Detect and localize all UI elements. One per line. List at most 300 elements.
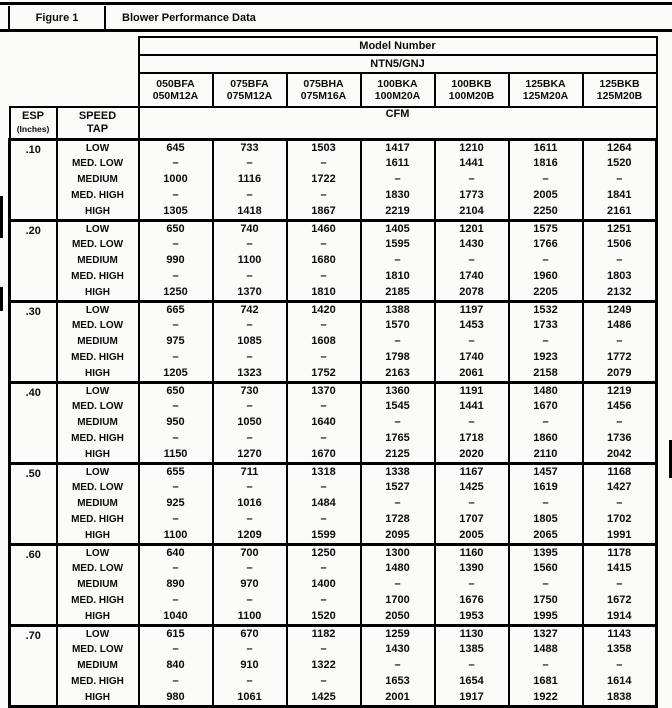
speed-tap-row xyxy=(10,561,657,577)
cfm-value: – xyxy=(139,399,213,415)
cfm-value: 1270 xyxy=(213,447,287,464)
cfm-value: – xyxy=(583,415,657,431)
cfm-value: 1405 xyxy=(361,220,435,237)
table-blank-corner xyxy=(10,73,139,107)
cfm-value: 1798 xyxy=(361,350,435,366)
speed-tap-row xyxy=(10,480,657,496)
cfm-value: 1532 xyxy=(509,301,583,318)
speed-tap-row xyxy=(10,593,657,609)
model-column-header-6 xyxy=(509,73,583,107)
cfm-value: 1323 xyxy=(213,366,287,383)
cfm-value: 1700 xyxy=(361,593,435,609)
cfm-value: – xyxy=(509,334,583,350)
cfm-value: 2161 xyxy=(583,204,657,221)
esp-header-units: (Inches) xyxy=(16,123,50,134)
model-column-header-5 xyxy=(435,73,509,107)
cfm-value: – xyxy=(213,156,287,172)
cfm-value: 1599 xyxy=(287,528,361,545)
cfm-value: 730 xyxy=(213,382,287,399)
speed-tap-label: MEDIUM xyxy=(57,415,139,431)
speed-tap-row xyxy=(10,156,657,172)
model-number-header: Model Number xyxy=(139,37,657,55)
cfm-value: 1167 xyxy=(435,463,509,480)
cfm-value: 1050 xyxy=(213,415,287,431)
cfm-value: – xyxy=(287,350,361,366)
cfm-value: – xyxy=(213,318,287,334)
cfm-value: 2110 xyxy=(509,447,583,464)
model-name-bottom: 125M20A xyxy=(522,90,569,102)
speed-tap-row xyxy=(10,431,657,447)
cfm-value: 1209 xyxy=(213,528,287,545)
cfm-value: 665 xyxy=(139,301,213,318)
cfm-value: – xyxy=(287,480,361,496)
model-column-header-3 xyxy=(287,73,361,107)
cfm-value: – xyxy=(287,642,361,658)
cfm-value: 2065 xyxy=(509,528,583,545)
cfm-value: 670 xyxy=(213,625,287,642)
cfm-value: – xyxy=(213,674,287,690)
speed-tap-label: MED. LOW xyxy=(57,318,139,334)
cfm-value: 1417 xyxy=(361,139,435,156)
cfm-value: 1640 xyxy=(287,415,361,431)
cfm-value: 1570 xyxy=(361,318,435,334)
table-blank-corner xyxy=(10,37,139,55)
cfm-value: 2005 xyxy=(509,188,583,204)
cfm-value: – xyxy=(213,431,287,447)
cfm-value: 1460 xyxy=(287,220,361,237)
cfm-value: 1150 xyxy=(139,447,213,464)
model-column-header-4 xyxy=(361,73,435,107)
cfm-value: 1425 xyxy=(435,480,509,496)
cfm-value: 1250 xyxy=(139,285,213,302)
table-blank-corner xyxy=(10,55,139,73)
cfm-value: 1201 xyxy=(435,220,509,237)
cfm-value: 1917 xyxy=(435,690,509,707)
speed-tap-label: HIGH xyxy=(57,447,139,464)
cfm-value: 1259 xyxy=(361,625,435,642)
cfm-value: 840 xyxy=(139,658,213,674)
model-name-top: 050BFA xyxy=(156,77,195,90)
esp-block xyxy=(10,463,657,544)
speed-tap-label: HIGH xyxy=(57,204,139,221)
cfm-value: 1191 xyxy=(435,382,509,399)
speed-tap-label: MED. HIGH xyxy=(57,269,139,285)
cfm-value: 1736 xyxy=(583,431,657,447)
column-header-row xyxy=(10,107,657,139)
figure-row-rule xyxy=(0,29,672,32)
model-name-bottom: 125M20B xyxy=(596,90,643,102)
cfm-value: 1670 xyxy=(287,447,361,464)
blower-performance-table xyxy=(8,36,658,708)
scan-artifact xyxy=(0,196,3,238)
cfm-value: – xyxy=(139,431,213,447)
cfm-value: – xyxy=(139,350,213,366)
cfm-value: 890 xyxy=(139,577,213,593)
cfm-value: 1085 xyxy=(213,334,287,350)
cfm-value: – xyxy=(213,512,287,528)
speed-tap-label: MED. HIGH xyxy=(57,188,139,204)
speed-tap-label: MED. LOW xyxy=(57,642,139,658)
cfm-value: 970 xyxy=(213,577,287,593)
cfm-value: – xyxy=(435,415,509,431)
cfm-value: 1457 xyxy=(509,463,583,480)
cfm-value: 1219 xyxy=(583,382,657,399)
model-name-top: 075BFA xyxy=(230,77,269,90)
cfm-value: 1425 xyxy=(287,690,361,707)
speed-tap-row xyxy=(10,382,657,399)
cfm-value: 700 xyxy=(213,544,287,561)
cfm-value: 1702 xyxy=(583,512,657,528)
cfm-value: – xyxy=(213,399,287,415)
cfm-value: 1160 xyxy=(435,544,509,561)
esp-value: .60 xyxy=(10,544,57,625)
esp-block xyxy=(10,544,657,625)
speed-tap-column-header xyxy=(57,107,139,139)
cfm-value: 1388 xyxy=(361,301,435,318)
speed-tap-row xyxy=(10,577,657,593)
cfm-value: 2125 xyxy=(361,447,435,464)
speed-tap-label: LOW xyxy=(57,301,139,318)
esp-block xyxy=(10,625,657,706)
speed-tap-header-bottom: TAP xyxy=(86,122,109,135)
cfm-value: 1000 xyxy=(139,172,213,188)
cfm-value: – xyxy=(287,188,361,204)
cfm-value: 1430 xyxy=(361,642,435,658)
cfm-value: – xyxy=(435,658,509,674)
cfm-value: – xyxy=(213,188,287,204)
speed-tap-row xyxy=(10,463,657,480)
cfm-value: 1143 xyxy=(583,625,657,642)
speed-tap-label: MEDIUM xyxy=(57,658,139,674)
esp-block xyxy=(10,139,657,220)
cfm-value: – xyxy=(139,237,213,253)
cfm-value: 1740 xyxy=(435,269,509,285)
cfm-value: 1740 xyxy=(435,350,509,366)
speed-tap-label: HIGH xyxy=(57,285,139,302)
speed-tap-label: LOW xyxy=(57,220,139,237)
cfm-value: 1420 xyxy=(287,301,361,318)
cfm-value: 1810 xyxy=(361,269,435,285)
esp-header-label: ESP xyxy=(21,110,44,123)
cfm-value: – xyxy=(583,577,657,593)
speed-tap-label: HIGH xyxy=(57,528,139,545)
speed-tap-label: LOW xyxy=(57,625,139,642)
cfm-value: 2158 xyxy=(509,366,583,383)
cfm-value: – xyxy=(583,253,657,269)
cfm-value: 1803 xyxy=(583,269,657,285)
cfm-value: 1816 xyxy=(509,156,583,172)
cfm-value: 1486 xyxy=(583,318,657,334)
cfm-value: 2078 xyxy=(435,285,509,302)
speed-tap-label: MEDIUM xyxy=(57,334,139,350)
series-header: NTN5/GNJ xyxy=(139,55,657,73)
speed-tap-label: MED. HIGH xyxy=(57,674,139,690)
cfm-value: 1619 xyxy=(509,480,583,496)
speed-tap-row xyxy=(10,690,657,707)
scan-artifact xyxy=(0,287,3,311)
cfm-value: 1733 xyxy=(509,318,583,334)
figure-number-label: Figure 1 xyxy=(10,6,106,29)
cfm-value: – xyxy=(287,318,361,334)
esp-value: .70 xyxy=(10,625,57,706)
cfm-value: 1061 xyxy=(213,690,287,707)
cfm-value: 1914 xyxy=(583,609,657,626)
cfm-value: 1995 xyxy=(509,609,583,626)
cfm-value: 1430 xyxy=(435,237,509,253)
speed-tap-row xyxy=(10,269,657,285)
cfm-value: 1418 xyxy=(213,204,287,221)
speed-tap-label: MED. HIGH xyxy=(57,512,139,528)
cfm-value: – xyxy=(139,593,213,609)
speed-tap-label: MED. LOW xyxy=(57,399,139,415)
cfm-value: 1653 xyxy=(361,674,435,690)
cfm-value: 1484 xyxy=(287,496,361,512)
esp-block xyxy=(10,301,657,382)
cfm-value: 1766 xyxy=(509,237,583,253)
cfm-value: – xyxy=(139,561,213,577)
cfm-value: – xyxy=(287,674,361,690)
cfm-value: – xyxy=(139,480,213,496)
cfm-value: – xyxy=(583,172,657,188)
cfm-value: – xyxy=(583,496,657,512)
cfm-value: – xyxy=(139,156,213,172)
cfm-value: 1016 xyxy=(213,496,287,512)
cfm-value: 1182 xyxy=(287,625,361,642)
cfm-value: 645 xyxy=(139,139,213,156)
cfm-value: 1197 xyxy=(435,301,509,318)
speed-tap-label: MED. LOW xyxy=(57,237,139,253)
cfm-value: 640 xyxy=(139,544,213,561)
cfm-value: 1953 xyxy=(435,609,509,626)
speed-tap-row xyxy=(10,674,657,690)
esp-value: .50 xyxy=(10,463,57,544)
cfm-value: 1400 xyxy=(287,577,361,593)
cfm-value: 1923 xyxy=(509,350,583,366)
esp-value: .20 xyxy=(10,220,57,301)
cfm-value: 1480 xyxy=(509,382,583,399)
speed-tap-row xyxy=(10,334,657,350)
cfm-value: – xyxy=(139,512,213,528)
cfm-value: – xyxy=(435,577,509,593)
speed-tap-label: MEDIUM xyxy=(57,253,139,269)
cfm-value: 1506 xyxy=(583,237,657,253)
cfm-value: 1441 xyxy=(435,399,509,415)
speed-tap-row xyxy=(10,172,657,188)
cfm-value: 2104 xyxy=(435,204,509,221)
cfm-value: 1830 xyxy=(361,188,435,204)
series-row xyxy=(10,55,657,73)
speed-tap-row xyxy=(10,642,657,658)
page-top-rule xyxy=(0,2,672,5)
cfm-value: 1327 xyxy=(509,625,583,642)
cfm-value: 2250 xyxy=(509,204,583,221)
cfm-value: 1752 xyxy=(287,366,361,383)
speed-tap-label: MEDIUM xyxy=(57,496,139,512)
cfm-value: 1168 xyxy=(583,463,657,480)
cfm-value: 1488 xyxy=(509,642,583,658)
cfm-value: 711 xyxy=(213,463,287,480)
cfm-value: – xyxy=(213,237,287,253)
model-name-bottom: 075M16A xyxy=(300,90,347,102)
cfm-value: 990 xyxy=(139,253,213,269)
speed-tap-label: HIGH xyxy=(57,690,139,707)
cfm-value: 1503 xyxy=(287,139,361,156)
figure-header xyxy=(8,6,666,29)
speed-tap-row xyxy=(10,366,657,383)
speed-tap-row xyxy=(10,204,657,221)
cfm-value: 1040 xyxy=(139,609,213,626)
cfm-value: 1453 xyxy=(435,318,509,334)
cfm-value: 1707 xyxy=(435,512,509,528)
speed-tap-label: HIGH xyxy=(57,609,139,626)
cfm-value: 2050 xyxy=(361,609,435,626)
cfm-value: 1415 xyxy=(583,561,657,577)
speed-tap-label: LOW xyxy=(57,544,139,561)
model-names-row xyxy=(10,73,657,107)
model-column-header-7 xyxy=(583,73,657,107)
cfm-value: 1611 xyxy=(361,156,435,172)
speed-tap-row xyxy=(10,318,657,334)
speed-tap-label: MED. LOW xyxy=(57,480,139,496)
cfm-value: – xyxy=(509,172,583,188)
cfm-value: 1305 xyxy=(139,204,213,221)
speed-tap-label: MEDIUM xyxy=(57,172,139,188)
speed-tap-row xyxy=(10,496,657,512)
cfm-value: – xyxy=(361,496,435,512)
cfm-value: 1722 xyxy=(287,172,361,188)
cfm-value: 1130 xyxy=(435,625,509,642)
cfm-value: 1370 xyxy=(213,285,287,302)
speed-tap-row xyxy=(10,399,657,415)
cfm-value: – xyxy=(213,480,287,496)
esp-block xyxy=(10,220,657,301)
cfm-value: 1991 xyxy=(583,528,657,545)
cfm-value: 1264 xyxy=(583,139,657,156)
cfm-value: 1608 xyxy=(287,334,361,350)
cfm-value: – xyxy=(287,593,361,609)
cfm-value: 2185 xyxy=(361,285,435,302)
model-name-bottom: 075M12A xyxy=(226,90,273,102)
cfm-value: 980 xyxy=(139,690,213,707)
speed-tap-row xyxy=(10,658,657,674)
speed-tap-label: LOW xyxy=(57,139,139,156)
cfm-value: – xyxy=(509,415,583,431)
cfm-value: 2001 xyxy=(361,690,435,707)
cfm-value: – xyxy=(213,561,287,577)
esp-value: .40 xyxy=(10,382,57,463)
cfm-value: – xyxy=(509,577,583,593)
cfm-value: 1370 xyxy=(287,382,361,399)
model-name-top: 100BKA xyxy=(377,77,418,90)
cfm-value: 1750 xyxy=(509,593,583,609)
speed-tap-row xyxy=(10,415,657,431)
cfm-value: – xyxy=(361,415,435,431)
cfm-value: 1676 xyxy=(435,593,509,609)
esp-value: .10 xyxy=(10,139,57,220)
cfm-value: – xyxy=(213,350,287,366)
model-column-header-2 xyxy=(213,73,287,107)
cfm-value: – xyxy=(139,188,213,204)
speed-tap-row xyxy=(10,237,657,253)
cfm-value: 2061 xyxy=(435,366,509,383)
cfm-value: 1805 xyxy=(509,512,583,528)
cfm-value: 1520 xyxy=(583,156,657,172)
cfm-header: CFM xyxy=(139,107,657,139)
model-name-top: 075BHA xyxy=(303,77,344,90)
cfm-value: 1765 xyxy=(361,431,435,447)
cfm-value: – xyxy=(509,496,583,512)
cfm-value: – xyxy=(361,658,435,674)
speed-tap-label: MED. HIGH xyxy=(57,431,139,447)
cfm-value: 950 xyxy=(139,415,213,431)
speed-tap-row xyxy=(10,188,657,204)
cfm-value: 1681 xyxy=(509,674,583,690)
cfm-value: 1670 xyxy=(509,399,583,415)
cfm-value: 1250 xyxy=(287,544,361,561)
cfm-value: 2020 xyxy=(435,447,509,464)
cfm-value: – xyxy=(287,156,361,172)
cfm-value: 1611 xyxy=(509,139,583,156)
cfm-value: 2005 xyxy=(435,528,509,545)
cfm-value: 1205 xyxy=(139,366,213,383)
cfm-value: 1360 xyxy=(361,382,435,399)
cfm-value: 1838 xyxy=(583,690,657,707)
cfm-value: 1860 xyxy=(509,431,583,447)
cfm-value: – xyxy=(213,269,287,285)
model-name-top: 125BKB xyxy=(599,77,640,90)
cfm-value: 1300 xyxy=(361,544,435,561)
cfm-value: – xyxy=(509,253,583,269)
model-name-bottom: 100M20B xyxy=(448,90,495,102)
cfm-value: – xyxy=(435,496,509,512)
cfm-value: 1210 xyxy=(435,139,509,156)
cfm-value: – xyxy=(139,674,213,690)
cfm-value: 1249 xyxy=(583,301,657,318)
speed-tap-row xyxy=(10,528,657,545)
speed-tap-row xyxy=(10,285,657,302)
speed-tap-row xyxy=(10,544,657,561)
model-number-row xyxy=(10,37,657,55)
cfm-value: 742 xyxy=(213,301,287,318)
cfm-value: 650 xyxy=(139,220,213,237)
speed-tap-row xyxy=(10,609,657,626)
cfm-value: 925 xyxy=(139,496,213,512)
speed-tap-label: LOW xyxy=(57,463,139,480)
cfm-value: 1680 xyxy=(287,253,361,269)
speed-tap-row xyxy=(10,220,657,237)
cfm-value: 1100 xyxy=(213,609,287,626)
cfm-value: – xyxy=(361,172,435,188)
model-name-bottom: 050M12A xyxy=(152,90,199,102)
cfm-value: – xyxy=(509,658,583,674)
model-name-top: 125BKA xyxy=(525,77,566,90)
cfm-value: 1322 xyxy=(287,658,361,674)
cfm-value: 2132 xyxy=(583,285,657,302)
cfm-value: – xyxy=(435,172,509,188)
cfm-value: 1672 xyxy=(583,593,657,609)
cfm-value: 650 xyxy=(139,382,213,399)
cfm-value: 1841 xyxy=(583,188,657,204)
cfm-value: 2079 xyxy=(583,366,657,383)
cfm-value: 1545 xyxy=(361,399,435,415)
cfm-value: 2219 xyxy=(361,204,435,221)
cfm-value: 1560 xyxy=(509,561,583,577)
model-column-header-1 xyxy=(139,73,213,107)
cfm-value: 1390 xyxy=(435,561,509,577)
speed-tap-label: LOW xyxy=(57,382,139,399)
speed-tap-header-top: SPEED xyxy=(78,109,117,122)
cfm-value: – xyxy=(361,334,435,350)
